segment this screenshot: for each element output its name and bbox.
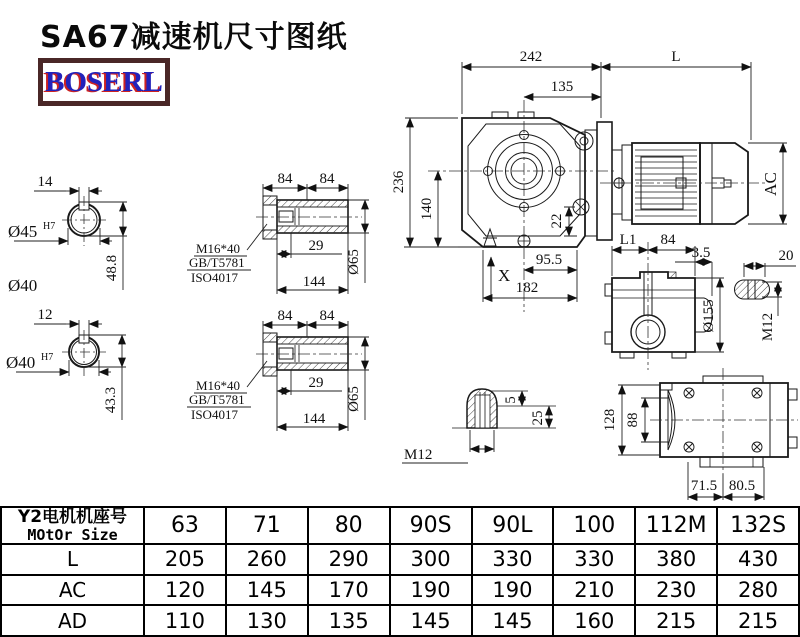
standard-gb: GB/T5781: [189, 392, 245, 407]
dim-20: 20: [778, 248, 794, 264]
dia-45-tolerance: H7: [43, 221, 56, 232]
bore-view-top: [8, 174, 127, 290]
cell: 330: [553, 544, 635, 575]
dim-M12-plug: M12: [404, 447, 433, 463]
plug-detail: [402, 389, 556, 463]
breather-valve: [483, 229, 497, 246]
dim-29: 29: [308, 238, 324, 254]
standard-iso: ISO4017: [191, 270, 238, 285]
dim-22: 22: [549, 213, 565, 229]
dim-dia-65: Ø65: [346, 386, 362, 412]
bottom-view-linework: [660, 376, 797, 467]
dim-140: 140: [419, 197, 435, 221]
side-view: [605, 232, 724, 370]
cell: 380: [635, 544, 717, 575]
dim-84b: 84: [319, 308, 335, 324]
dia-45-label: Ø45: [8, 222, 38, 241]
front-view-linework: [462, 112, 632, 247]
frame-size: 80: [308, 507, 390, 544]
dim-48-8: 48.8: [104, 254, 120, 282]
motor-size-header-cell: [1, 507, 144, 544]
motor-size-en: MOtOr Size: [27, 525, 118, 544]
standard-gb: GB/T5781: [189, 255, 245, 270]
bolt-spec: M16*40: [196, 378, 241, 393]
dim-84a: 84: [277, 308, 293, 324]
dimension-table: [0, 506, 800, 637]
cell: 120: [144, 575, 226, 606]
table-row-AC: [1, 575, 799, 606]
dim-5: 5: [503, 396, 519, 404]
cell: 260: [226, 544, 308, 575]
cell: 215: [717, 605, 799, 636]
cell: 190: [390, 575, 472, 606]
dim-236: 236: [391, 170, 407, 194]
dim-84b: 84: [319, 171, 335, 187]
hollow-shaft-linework: [263, 333, 348, 376]
dim-144: 144: [302, 274, 326, 290]
frame-size: 71: [226, 507, 308, 544]
row-label: L: [1, 544, 144, 575]
dim-3-5: 3.5: [691, 245, 711, 261]
dim-128: 128: [602, 408, 618, 432]
cell: 145: [472, 605, 554, 636]
dim-242: 242: [519, 49, 543, 65]
dim-L: L: [671, 49, 681, 65]
dim-80-5: 80.5: [728, 478, 756, 494]
hollow-shaft-top: [187, 171, 369, 294]
cell: 210: [553, 575, 635, 606]
shaft-dia-label: Ø40: [8, 276, 38, 295]
dim-M12: M12: [760, 312, 776, 342]
cell: 230: [635, 575, 717, 606]
cell: 430: [717, 544, 799, 575]
cell: 145: [390, 605, 472, 636]
frame-size: 90L: [472, 507, 554, 544]
cell: 190: [472, 575, 554, 606]
cell: 280: [717, 575, 799, 606]
page-title: SA67减速机尺寸图纸: [40, 20, 348, 55]
frame-size: 90S: [390, 507, 472, 544]
frame-size: 112M: [635, 507, 717, 544]
cell: 330: [472, 544, 554, 575]
table-row-AD: [1, 605, 799, 636]
motor-size-cn: Y2电机机座号: [17, 507, 128, 527]
motor: [613, 143, 748, 224]
cell: 205: [144, 544, 226, 575]
hollow-shaft-bottom: [187, 308, 369, 431]
row-label: AC: [1, 575, 144, 606]
cell: 130: [226, 605, 308, 636]
dim-71-5: 71.5: [690, 478, 718, 494]
dia-40-label: Ø40: [6, 353, 36, 372]
table-row-L: [1, 544, 799, 575]
cell: 110: [144, 605, 226, 636]
front-view: [391, 49, 787, 312]
bore-view-bottom: [6, 307, 126, 420]
dim-dia-155: Ø155: [701, 299, 717, 333]
dim-182: 182: [515, 280, 539, 296]
dim-14: 14: [37, 174, 53, 190]
x-mark: X: [498, 266, 511, 285]
dim-29: 29: [308, 375, 324, 391]
cell: 300: [390, 544, 472, 575]
table-header-row: [1, 507, 799, 544]
hollow-shaft-linework: [263, 196, 348, 239]
dim-88: 88: [625, 412, 641, 428]
dim-144: 144: [302, 411, 326, 427]
row-label: AD: [1, 605, 144, 636]
dim-84: 84: [660, 232, 676, 248]
cell: 145: [226, 575, 308, 606]
dim-135: 135: [550, 79, 574, 95]
dim-84a: 84: [277, 171, 293, 187]
frame-size: 100: [553, 507, 635, 544]
bottom-view: [602, 368, 798, 500]
dim-dia-65: Ø65: [346, 249, 362, 275]
dia-40-tolerance: H7: [41, 352, 54, 363]
cell: 170: [308, 575, 390, 606]
boserl-logo-text: BOSERL: [45, 65, 163, 98]
frame-size: 63: [144, 507, 226, 544]
dim-25: 25: [530, 410, 546, 426]
dim-AC: AC: [761, 172, 780, 196]
dim-95-5: 95.5: [535, 252, 563, 268]
bolt-spec: M16*40: [196, 241, 241, 256]
frame-size: 132S: [717, 507, 799, 544]
side-view-linework: [605, 272, 712, 358]
cell: 290: [308, 544, 390, 575]
dim-12: 12: [37, 307, 53, 323]
standard-iso: ISO4017: [191, 407, 238, 422]
cell: 135: [308, 605, 390, 636]
dim-43-3: 43.3: [103, 386, 119, 414]
cell: 215: [635, 605, 717, 636]
dim-L1: L1: [619, 232, 637, 248]
cell: 160: [553, 605, 635, 636]
key-oval-detail: [735, 248, 797, 341]
